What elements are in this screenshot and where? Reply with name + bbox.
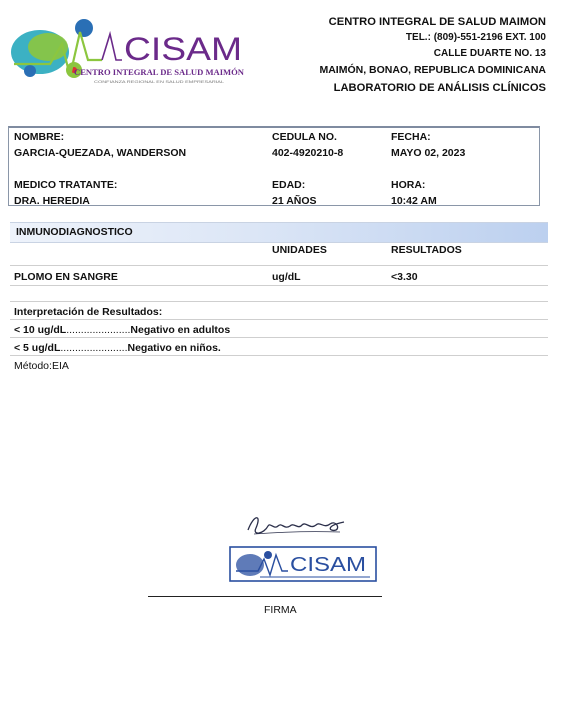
interpretation-line [14,342,221,354]
fecha-value: MAYO 02, 2023 [391,147,466,159]
interpretation-dots: ....................... [60,342,128,354]
divider [10,301,548,302]
header-line-lab: LABORATORIO DE ANÁLISIS CLÍNICOS [333,82,546,94]
hora-label: HORA: [391,179,426,191]
handwritten-signature [240,508,360,542]
firma-label: FIRMA [264,604,297,616]
header-line-address: CALLE DUARTE NO. 13 [433,48,546,59]
medico-value: DRA. HEREDIA [14,195,90,207]
interpretation-range: < 5 ug/dL [14,342,61,354]
clinic-stamp [228,545,378,583]
cedula-value: 402-4920210-8 [272,147,344,159]
header-line-city: MAIMÓN, BONAO, REPUBLICA DOMINICANA [319,64,546,76]
test-result: <3.30 [391,271,418,283]
signature-line [148,596,382,597]
section-title: INMUNODIAGNOSTICO [16,226,133,238]
cedula-label: CEDULA NO. [272,131,337,143]
divider [10,319,548,320]
hora-value: 10:42 AM [391,195,437,207]
interpretation-dots: ...................... [66,324,131,336]
fecha-label: FECHA: [391,131,431,143]
divider [10,355,548,356]
divider [10,337,548,338]
divider [10,285,548,286]
test-name: PLOMO EN SANGRE [14,271,118,283]
stamp-text: CISAM [290,554,366,576]
section-band [10,222,548,243]
interpretation-range: < 10 ug/dL [14,324,67,336]
interpretation-title: Interpretación de Resultados: [14,306,163,318]
interpretation-meaning: Negativo en niños. [127,342,221,354]
medico-label: MEDICO TRATANTE: [14,179,118,191]
nombre-value: GARCIA-QUEZADA, WANDERSON [14,147,187,159]
edad-label: EDAD: [272,179,306,191]
column-header-unidades: UNIDADES [272,244,327,256]
column-header-resultados: RESULTADOS [391,244,462,256]
logo-name-text: CENTRO INTEGRAL DE SALUD MAIMÓN [74,68,233,77]
divider [10,265,548,266]
interpretation-meaning: Negativo en adultos [130,324,231,336]
header-line-clinic: CENTRO INTEGRAL DE SALUD MAIMON [328,16,546,28]
logo-main-text: CISAM [124,31,242,67]
header-line-phone: TEL.: (809)-551-2196 EXT. 100 [405,32,546,43]
cisam-logo [10,14,250,88]
logo-tagline-text: CONFIANZA REGIONAL EN SALUD EMPRESARIAL [94,79,226,84]
test-unit: ug/dL [272,271,301,283]
nombre-label: NOMBRE: [14,131,65,143]
method-text: Método:EIA [14,360,69,372]
interpretation-line [14,324,230,336]
edad-value: 21 AÑOS [272,195,317,207]
